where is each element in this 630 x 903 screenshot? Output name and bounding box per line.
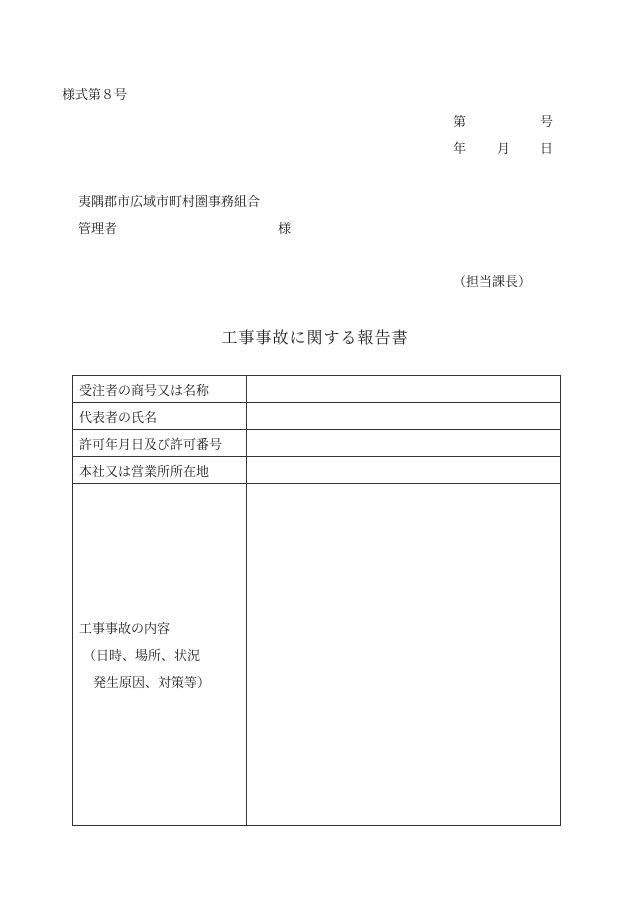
doc-number-prefix: 第 [453,115,467,130]
contractor-name-label: 受注者の商号又は名称 [73,376,247,403]
table-row [73,430,561,457]
table-row [73,484,561,826]
accident-details-field[interactable] [247,484,561,826]
report-table [72,375,561,826]
accident-details-hint-1: （日時、場所、状況 [83,649,201,664]
table-row [73,376,561,403]
form-number: 様式第８号 [62,88,128,103]
contact-person: （担当課長） [453,275,532,290]
date-year-label: 年 [453,142,467,157]
table-row [73,403,561,430]
license-info-label: 許可年月日及び許可番号 [73,430,247,457]
addressee-manager: 管理者 [78,222,118,237]
office-address-label: 本社又は営業所所在地 [73,457,247,484]
contractor-name-field[interactable] [247,376,561,403]
accident-details-label: 工事事故の内容 [79,622,171,637]
representative-name-field[interactable] [247,403,561,430]
date-month-label: 月 [497,142,511,157]
doc-number-suffix: 号 [540,115,554,130]
addressee-organization: 夷隅郡市広域市町村圏事務組合 [78,195,261,210]
accident-details-label-cell [73,484,247,826]
office-address-field[interactable] [247,457,561,484]
accident-details-hint-2: 発生原因、対策等） [93,676,211,691]
representative-name-label: 代表者の氏名 [73,403,247,430]
addressee-honorific: 様 [278,222,292,237]
date-day-label: 日 [540,142,554,157]
license-info-field[interactable] [247,430,561,457]
table-row [73,457,561,484]
page-title: 工事事故に関する報告書 [221,328,409,347]
